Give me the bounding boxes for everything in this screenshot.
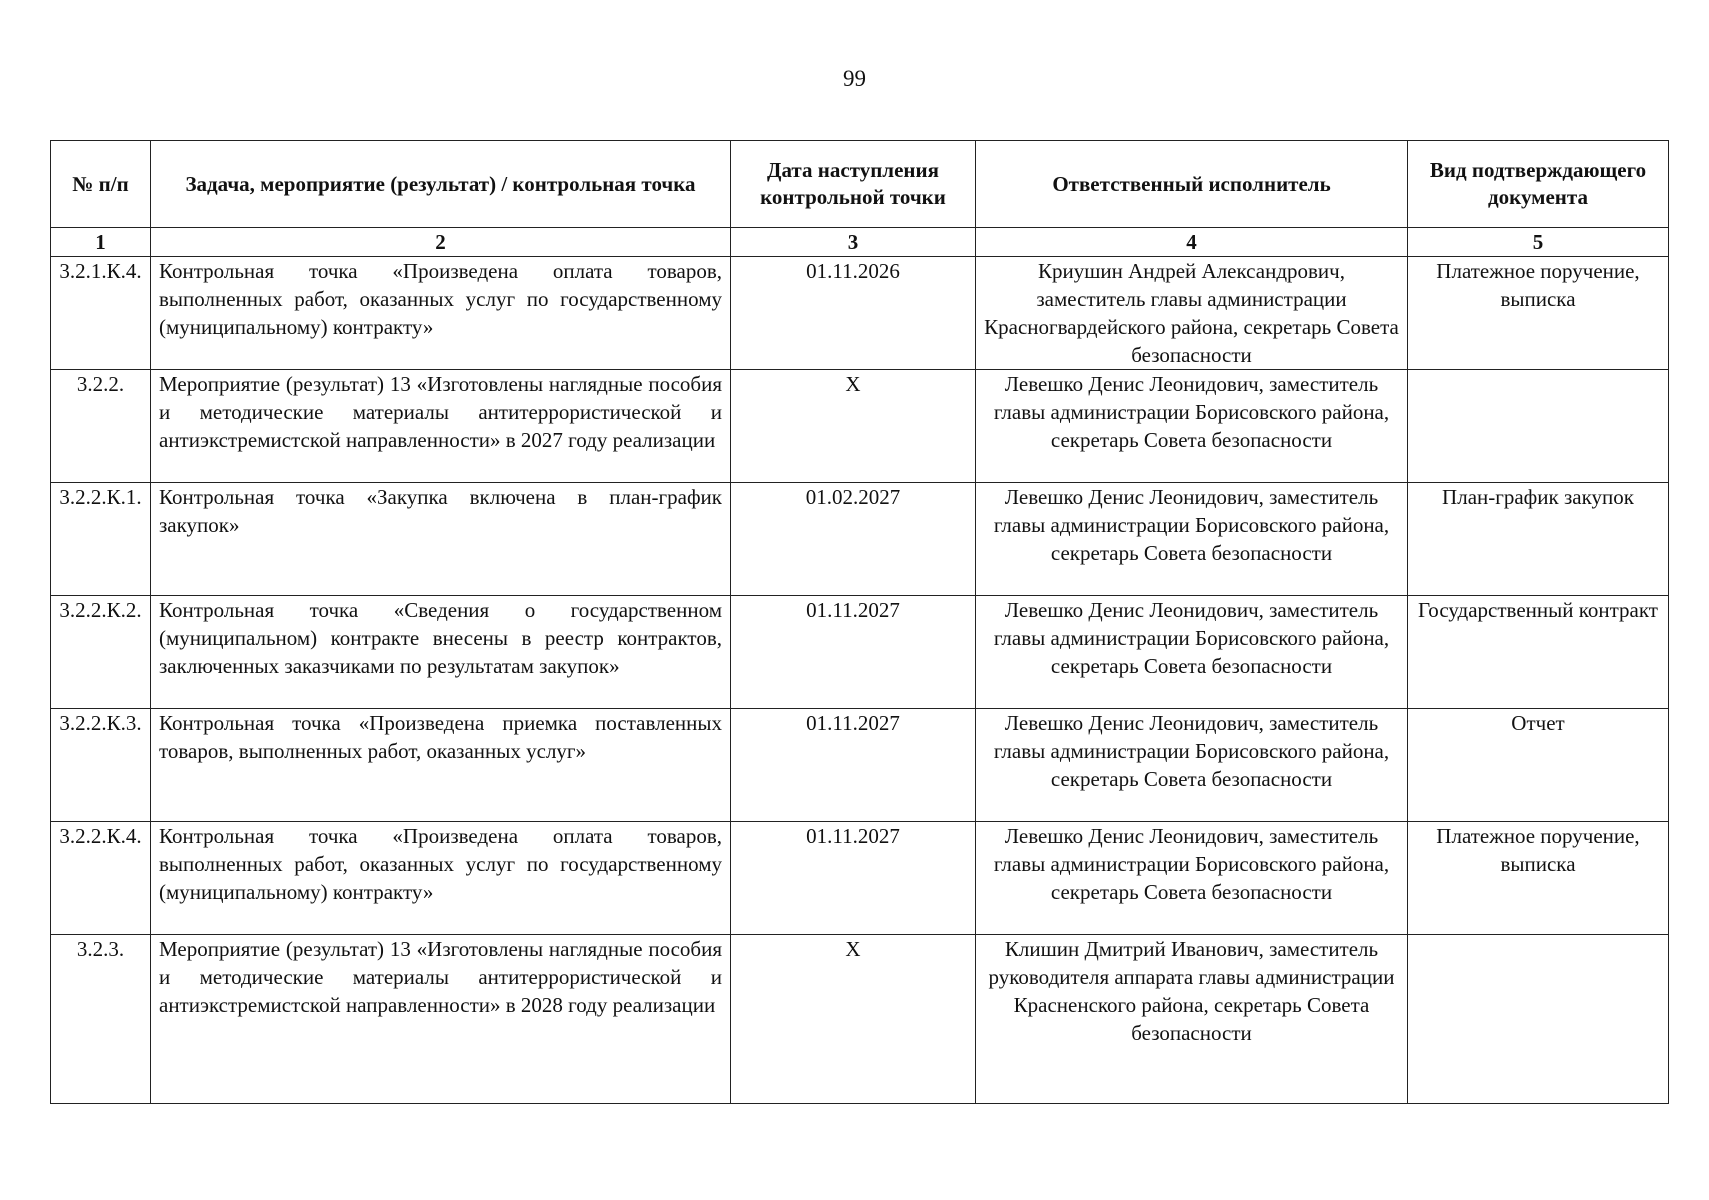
row-task: Контрольная точка «Произведена оплата товаров, выполненных работ, оказанных услуг по государственному (муниципальному) контракту» bbox=[151, 257, 731, 370]
header-num: № п/п bbox=[51, 141, 151, 228]
header-responsible: Ответственный исполнитель bbox=[976, 141, 1408, 228]
table-row bbox=[51, 709, 1669, 822]
row-number: 3.2.2. bbox=[51, 370, 151, 483]
row-date: 01.11.2027 bbox=[731, 709, 976, 822]
row-number: 3.2.1.К.4. bbox=[51, 257, 151, 370]
row-task: Контрольная точка «Произведена приемка поставленных товаров, выполненных работ, оказанных услуг» bbox=[151, 709, 731, 822]
row-number: 3.2.3. bbox=[51, 935, 151, 1104]
row-date: 01.11.2026 bbox=[731, 257, 976, 370]
column-number: 1 bbox=[51, 228, 151, 257]
row-date: 01.11.2027 bbox=[731, 596, 976, 709]
table-row bbox=[51, 935, 1669, 1104]
header-task: Задача, мероприятие (результат) / контрольная точка bbox=[151, 141, 731, 228]
row-responsible: Клишин Дмитрий Иванович, заместитель руководителя аппарата главы администрации Красненского района, секретарь Совета безопасности bbox=[976, 935, 1408, 1104]
column-number: 2 bbox=[151, 228, 731, 257]
header-date: Дата наступления контрольной точки bbox=[731, 141, 976, 228]
column-number: 4 bbox=[976, 228, 1408, 257]
control-points-table bbox=[50, 140, 1669, 1104]
row-date: Х bbox=[731, 935, 976, 1104]
table-header-row bbox=[51, 141, 1669, 228]
row-responsible: Левешко Денис Леонидович, заместитель главы администрации Борисовского района, секретарь Совета безопасности bbox=[976, 822, 1408, 935]
table-row bbox=[51, 257, 1669, 370]
row-responsible: Левешко Денис Леонидович, заместитель главы администрации Борисовского района, секретарь Совета безопасности bbox=[976, 370, 1408, 483]
row-task: Контрольная точка «Сведения о государственном (муниципальном) контракте внесены в реестр контрактов, заключенных заказчиками по результатам закупок» bbox=[151, 596, 731, 709]
row-date: Х bbox=[731, 370, 976, 483]
row-number: 3.2.2.К.1. bbox=[51, 483, 151, 596]
row-task: Мероприятие (результат) 13 «Изготовлены наглядные пособия и методические материалы антитеррористической и антиэкстремистской направленности» в 2028 году реализации bbox=[151, 935, 731, 1104]
header-document: Вид подтверждающего документа bbox=[1408, 141, 1669, 228]
row-task: Мероприятие (результат) 13 «Изготовлены наглядные пособия и методические материалы антитеррористической и антиэкстремистской направленности» в 2027 году реализации bbox=[151, 370, 731, 483]
row-task: Контрольная точка «Произведена оплата товаров, выполненных работ, оказанных услуг по государственному (муниципальному) контракту» bbox=[151, 822, 731, 935]
table-row bbox=[51, 822, 1669, 935]
row-date: 01.02.2027 bbox=[731, 483, 976, 596]
row-document bbox=[1408, 370, 1669, 483]
row-document: Отчет bbox=[1408, 709, 1669, 822]
row-task: Контрольная точка «Закупка включена в план-график закупок» bbox=[151, 483, 731, 596]
column-number-row bbox=[51, 228, 1669, 257]
row-responsible: Левешко Денис Леонидович, заместитель главы администрации Борисовского района, секретарь Совета безопасности bbox=[976, 483, 1408, 596]
row-document: Платежное поручение, выписка bbox=[1408, 822, 1669, 935]
row-number: 3.2.2.К.4. bbox=[51, 822, 151, 935]
row-document bbox=[1408, 935, 1669, 1104]
column-number: 5 bbox=[1408, 228, 1669, 257]
row-responsible: Левешко Денис Леонидович, заместитель главы администрации Борисовского района, секретарь Совета безопасности bbox=[976, 709, 1408, 822]
row-number: 3.2.2.К.2. bbox=[51, 596, 151, 709]
row-responsible: Криушин Андрей Александрович, заместитель главы администрации Красногвардейского района, секретарь Совета безопасности bbox=[976, 257, 1408, 370]
row-document: Платежное поручение, выписка bbox=[1408, 257, 1669, 370]
page-number: 99 bbox=[843, 66, 866, 91]
row-responsible: Левешко Денис Леонидович, заместитель главы администрации Борисовского района, секретарь Совета безопасности bbox=[976, 596, 1408, 709]
row-document: Государственный контракт bbox=[1408, 596, 1669, 709]
row-document: План-график закупок bbox=[1408, 483, 1669, 596]
table-row bbox=[51, 370, 1669, 483]
row-date: 01.11.2027 bbox=[731, 822, 976, 935]
row-number: 3.2.2.К.3. bbox=[51, 709, 151, 822]
table-row bbox=[51, 596, 1669, 709]
table-row bbox=[51, 483, 1669, 596]
column-number: 3 bbox=[731, 228, 976, 257]
